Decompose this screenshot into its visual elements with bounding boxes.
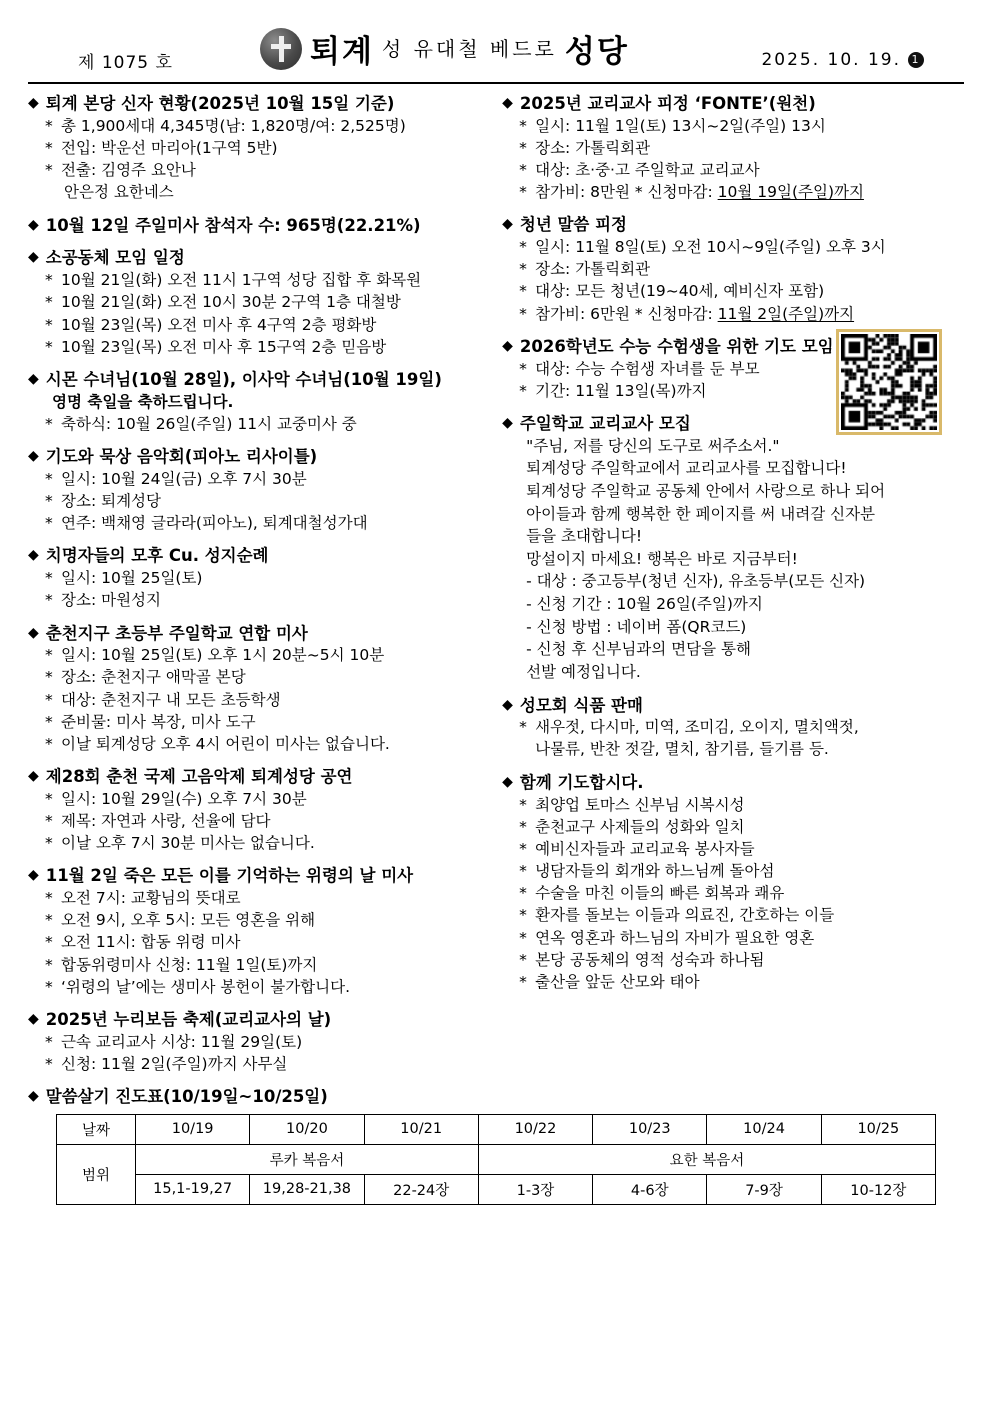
list-item: * 새우젓, 다시마, 미역, 조미김, 오이지, 멸치액젓, — [502, 716, 964, 738]
diamond-icon: ◆ — [502, 773, 513, 790]
diamond-icon: ◆ — [502, 95, 513, 111]
list-item: * 오전 11시: 합동 위령 미사 — [28, 931, 480, 953]
recruit-line: - 신청 후 신부님과의 면담을 통해 — [526, 640, 751, 659]
asterisk-icon: * — [45, 1054, 53, 1073]
table-cell: 10/24 — [707, 1114, 821, 1144]
right-column — [502, 93, 964, 1108]
list-item: * 일시: 11월 8일(토) 오전 10시~9일(주일) 오후 3시 — [502, 236, 964, 258]
list-item: * 장소: 춘천지구 애막골 본당 — [28, 666, 480, 688]
asterisk-icon: * — [519, 862, 527, 881]
list-item: * 대상: 춘천지구 내 모든 초등학생 — [28, 689, 480, 711]
section-joint-mass — [28, 623, 480, 756]
row-label: 범위 — [57, 1144, 136, 1204]
asterisk-icon: * — [45, 337, 53, 356]
asterisk-icon: * — [45, 834, 53, 853]
diamond-icon: ◆ — [28, 624, 39, 641]
asterisk-icon: * — [519, 928, 527, 947]
recruit-line: 퇴계성당 주일학교에서 교리교사를 모집합니다! — [526, 459, 847, 478]
list-item: * 수술을 마친 이들의 빠른 회복과 쾌유 — [502, 882, 964, 904]
section-legion-food-sale — [502, 695, 964, 761]
section-attendance — [28, 215, 480, 237]
asterisk-icon: * — [45, 911, 53, 930]
asterisk-icon: * — [45, 889, 53, 908]
left-column — [28, 93, 480, 1108]
table-cell: 22-24장 — [364, 1174, 478, 1204]
table-cell: 10/23 — [593, 1114, 707, 1144]
section-catechist-retreat — [502, 93, 964, 203]
table-cell: 19,28-21,38 — [250, 1174, 364, 1204]
table-cell: 10/19 — [136, 1114, 250, 1144]
asterisk-icon: * — [45, 646, 53, 665]
diamond-icon: ◆ — [28, 547, 39, 564]
list-item: * 연주: 백채영 글라라(피아노), 퇴계대철성가대 — [28, 512, 480, 534]
deadline-text: 10월 19일(주일)까지 — [717, 183, 864, 202]
section-heading: ◆ 2025년 누리보듬 축제(교리교사의 날) — [28, 1009, 332, 1029]
recruit-line: 퇴계성당 주일학교 공동체 안에서 사랑으로 하나 되어 — [526, 481, 886, 500]
asterisk-icon: * — [45, 712, 53, 731]
list-item-deadline — [502, 303, 964, 325]
section-youth-retreat — [502, 214, 964, 324]
list-item: * 예비신자들과 교리교육 봉사자들 — [502, 838, 964, 860]
list-item: * 제목: 자연과 사랑, 선율에 담다 — [28, 810, 480, 832]
list-item: * 최양업 토마스 신부님 시복시성 — [502, 794, 964, 816]
asterisk-icon: * — [519, 906, 527, 925]
asterisk-icon: * — [519, 116, 527, 135]
section-heading: ◆ 치명자들의 모후 Cu. 성지순례 — [28, 546, 269, 566]
row-label: 날짜 — [57, 1114, 136, 1144]
section-heading: ◆ 기도와 묵상 음악회(피아노 리사이틀) — [28, 447, 318, 467]
table-cell: 7-9장 — [707, 1174, 821, 1204]
section-early-music-festival — [28, 766, 480, 854]
list-item: * 합동위령미사 신청: 11월 1일(토)까지 — [28, 954, 480, 976]
parish-patron: 성 유대철 베드로 — [381, 36, 557, 61]
list-item: * 오전 9시, 오후 5시: 모든 영혼을 위해 — [28, 909, 480, 931]
list-item: * 냉담자들의 회개와 하느님께 돌아섬 — [502, 860, 964, 882]
section-heading: ◆ 11월 2일 죽은 모든 이를 기억하는 위령의 날 미사 — [28, 866, 414, 886]
asterisk-icon: * — [45, 492, 53, 511]
list-item: * 대상: 수능 수험생 자녀를 둔 부모 — [502, 358, 964, 380]
table-row — [57, 1174, 936, 1204]
asterisk-icon: * — [519, 138, 527, 157]
asterisk-icon: * — [45, 569, 53, 588]
asterisk-icon: * — [45, 789, 53, 808]
list-item: * 대상: 초·중·고 주일학교 교리교사 — [502, 159, 964, 181]
recruit-line: 아이들과 함께 행복한 한 페이지를 써 내려갈 신자분 — [526, 504, 876, 523]
section-heading: ◆ 제28회 춘천 국제 고음악제 퇴계성당 공연 — [28, 767, 353, 787]
diamond-icon: ◆ — [502, 337, 513, 354]
list-item: * 장소: 가톨릭회관 — [502, 137, 964, 159]
list-item: * 근속 교리교사 시상: 11월 29일(토) — [28, 1031, 480, 1053]
table-row — [57, 1114, 936, 1144]
table-cell: 10/22 — [478, 1114, 592, 1144]
section-heading: ◆ 청년 말씀 피정 — [502, 215, 627, 235]
list-item: * 기간: 11월 13일(목)까지 — [502, 380, 964, 402]
section-heading: ◆ 2026학년도 수능 수험생을 위한 기도 모임 — [502, 336, 834, 356]
diamond-icon: ◆ — [28, 867, 39, 884]
section-parish-stats — [28, 93, 480, 204]
asterisk-icon: * — [45, 293, 53, 312]
list-item: * 환자를 돌보는 이들과 의료진, 간호하는 이들 — [502, 904, 964, 926]
cross-icon — [260, 28, 302, 70]
recruit-line: 들을 초대합니다! — [526, 527, 643, 546]
list-item: * 축하식: 10월 26일(주일) 11시 교중미사 중 — [28, 413, 480, 435]
asterisk-icon: * — [519, 161, 527, 180]
asterisk-icon: * — [45, 415, 53, 434]
list-item: * 대상: 모든 청년(19~40세, 예비신자 포함) — [502, 280, 964, 302]
asterisk-icon: * — [45, 690, 53, 709]
diamond-icon: ◆ — [28, 370, 39, 387]
recruit-line: 선발 예정입니다. — [526, 662, 641, 681]
asterisk-icon: * — [519, 817, 527, 836]
diamond-icon: ◆ — [28, 448, 39, 465]
diamond-icon: ◆ — [502, 696, 513, 713]
table-cell: 10/25 — [821, 1114, 935, 1144]
section-heading: ◆ 주일학교 교리교사 모집 — [502, 413, 691, 433]
table-cell: 15,1-19,27 — [136, 1174, 250, 1204]
section-small-community — [28, 247, 480, 357]
issue-date-block — [761, 50, 924, 70]
list-item: * 일시: 10월 25일(토) — [28, 567, 480, 589]
diamond-icon: ◆ — [28, 1010, 39, 1027]
recruit-line: - 신청 기간 : 10월 26일(주일)까지 — [526, 595, 763, 613]
asterisk-icon: * — [519, 972, 527, 991]
asterisk-icon: * — [519, 260, 527, 279]
reading-plan-table — [56, 1114, 936, 1205]
list-item: * 전입: 박운선 마리아(1구역 5반) — [28, 137, 480, 159]
table-cell: 루카 복음서 — [136, 1144, 479, 1174]
asterisk-icon: * — [45, 933, 53, 952]
section-heading: ◆ 성모회 식품 판매 — [502, 695, 643, 715]
list-item: * 신청: 11월 2일(주일)까지 사무실 — [28, 1053, 480, 1075]
parish-name: 퇴계 — [310, 34, 374, 70]
asterisk-icon: * — [45, 470, 53, 489]
list-item: * 출산을 앞둔 산모와 태아 — [502, 971, 964, 993]
asterisk-icon: * — [519, 381, 527, 400]
diamond-icon: ◆ — [28, 249, 39, 266]
asterisk-icon: * — [519, 304, 527, 323]
content-columns — [28, 93, 964, 1108]
list-item: * 총 1,900세대 4,345명(남: 1,820명/여: 2,525명) — [28, 115, 480, 137]
section-heading-line2: 영명 축일을 축하드립니다. — [52, 392, 234, 411]
asterisk-icon: * — [519, 183, 527, 202]
asterisk-icon: * — [45, 668, 53, 687]
asterisk-icon: * — [45, 977, 53, 996]
list-item: * 준비물: 미사 복장, 미사 도구 — [28, 711, 480, 733]
list-item: * 본당 공동체의 영적 성숙과 하나됨 — [502, 949, 964, 971]
list-item: * 연옥 영혼과 하느님의 자비가 필요한 영혼 — [502, 927, 964, 949]
list-item: * 이날 오후 7시 30분 미사는 없습니다. — [28, 832, 480, 854]
list-item: * 장소: 가톨릭회관 — [502, 258, 964, 280]
list-item: * 일시: 10월 24일(금) 오후 7시 30분 — [28, 468, 480, 490]
asterisk-icon: * — [519, 950, 527, 969]
section-concert — [28, 446, 480, 534]
asterisk-icon: * — [45, 955, 53, 974]
table-cell: 10/20 — [250, 1114, 364, 1144]
issue-number: 제 1075 호 — [78, 53, 173, 73]
section-sisters-feast — [28, 369, 480, 435]
recruit-line: - 대상 : 중고등부(청년 신자), 유초등부(모든 신자) — [526, 572, 866, 591]
list-item: * 10월 23일(목) 오전 미사 후 4구역 2층 평화방 — [28, 314, 480, 336]
table-cell: 10-12장 — [821, 1174, 935, 1204]
list-item: * 장소: 퇴계성당 — [28, 490, 480, 512]
table-cell: 1-3장 — [478, 1174, 592, 1204]
diamond-icon: ◆ — [28, 216, 39, 233]
parish-title — [260, 26, 629, 71]
section-prayer-intentions — [502, 772, 964, 993]
parish-suffix: 성당 — [564, 34, 629, 70]
list-item: * 10월 21일(화) 오전 11시 1구역 성당 집합 후 화목원 — [28, 269, 480, 291]
list-item-continued: 안은정 요한네스 — [64, 183, 174, 202]
fee-text: 참가비: 8만원 * 신청마감: — [535, 183, 718, 202]
recruit-line: "주님, 저를 당신의 도구로 써주소서." — [526, 436, 780, 455]
section-pilgrimage — [28, 545, 480, 611]
asterisk-icon: * — [45, 138, 53, 157]
recruit-line: 망설이지 마세요! 행복은 바로 지금부터! — [526, 549, 798, 568]
asterisk-icon: * — [519, 839, 527, 858]
asterisk-icon: * — [519, 795, 527, 814]
list-item-continued: 나물류, 반찬 젓갈, 멸치, 참기름, 들기름 등. — [535, 740, 829, 759]
diamond-icon: ◆ — [502, 216, 513, 233]
list-item: * 이날 퇴계성당 오후 4시 어린이 미사는 없습니다. — [28, 733, 480, 755]
asterisk-icon: * — [519, 718, 527, 737]
asterisk-icon: * — [45, 812, 53, 831]
diamond-icon: ◆ — [28, 95, 39, 111]
diamond-icon: ◆ — [502, 414, 513, 431]
list-item: * 일시: 10월 25일(토) 오후 1시 20분~5시 10분 — [28, 644, 480, 666]
asterisk-icon: * — [519, 359, 527, 378]
list-item: * 춘천교구 사제들의 성화와 일치 — [502, 816, 964, 838]
asterisk-icon: * — [45, 315, 53, 334]
list-item: * 10월 23일(목) 오전 미사 후 15구역 2층 믿음방 — [28, 336, 480, 358]
diamond-icon: ◆ — [28, 1087, 39, 1104]
section-heading: ◆ 말씀살기 진도표(10/19일~10/25일) — [28, 1086, 328, 1106]
asterisk-icon: * — [45, 161, 53, 180]
section-catechist-recruit — [502, 413, 964, 684]
asterisk-icon: * — [45, 116, 53, 135]
asterisk-icon: * — [519, 282, 527, 301]
fee-text: 참가비: 6만원 * 신청마감: — [535, 304, 718, 323]
recruit-line: - 신청 방법 : 네이버 폼(QR코드) — [526, 617, 747, 636]
section-heading: ◆ 소공동체 모임 일정 — [28, 248, 185, 268]
asterisk-icon: * — [45, 514, 53, 533]
table-cell: 4-6장 — [593, 1174, 707, 1204]
section-heading: ◆ 10월 12일 주일미사 참석자 수: 965명(22.21%) — [28, 215, 421, 235]
section-heading: ◆ 함께 기도합시다. — [502, 772, 644, 792]
qr-code-icon — [836, 329, 942, 435]
page-header — [28, 22, 964, 78]
list-item: * 일시: 11월 1일(토) 13시~2일(주일) 13시 — [502, 115, 964, 137]
asterisk-icon: * — [45, 271, 53, 290]
list-item: * 장소: 마원성지 — [28, 589, 480, 611]
header-divider — [28, 82, 964, 84]
list-item-deadline — [502, 181, 964, 203]
section-heading: ◆ 2025년 교리교사 피정 ‘FONTE’(원천) — [502, 94, 816, 113]
list-item: * 오전 7시: 교황님의 뜻대로 — [28, 887, 480, 909]
section-heading: ◆ 시몬 수녀님(10월 28일), 이사악 수녀님(10월 19일) — [28, 369, 442, 389]
asterisk-icon: * — [45, 734, 53, 753]
table-cell: 10/21 — [364, 1114, 478, 1144]
page-number: 1 — [908, 52, 924, 68]
list-item: * 전출: 김영주 요안나 — [28, 159, 480, 181]
deadline-text: 11월 2일(주일)까지 — [717, 304, 855, 323]
list-item: * ‘위령의 날’에는 생미사 봉헌이 불가합니다. — [28, 976, 480, 998]
asterisk-icon: * — [45, 591, 53, 610]
issue-date: 2025. 10. 19. — [761, 50, 901, 70]
section-all-souls — [28, 865, 480, 998]
diamond-icon: ◆ — [28, 768, 39, 785]
table-row — [57, 1144, 936, 1174]
section-catechist-festival — [28, 1009, 480, 1075]
asterisk-icon: * — [519, 884, 527, 903]
asterisk-icon: * — [519, 238, 527, 257]
table-cell: 요한 복음서 — [478, 1144, 935, 1174]
section-heading: ◆ 퇴계 본당 신자 현황(2025년 10월 15일 기준) — [28, 94, 395, 113]
list-item: * 10월 21일(화) 오전 10시 30분 2구역 1층 대철방 — [28, 291, 480, 313]
asterisk-icon: * — [45, 1032, 53, 1051]
section-reading-plan — [28, 1086, 480, 1108]
section-heading: ◆ 춘천지구 초등부 주일학교 연합 미사 — [28, 623, 308, 643]
list-item: * 일시: 10월 29일(수) 오후 7시 30분 — [28, 788, 480, 810]
